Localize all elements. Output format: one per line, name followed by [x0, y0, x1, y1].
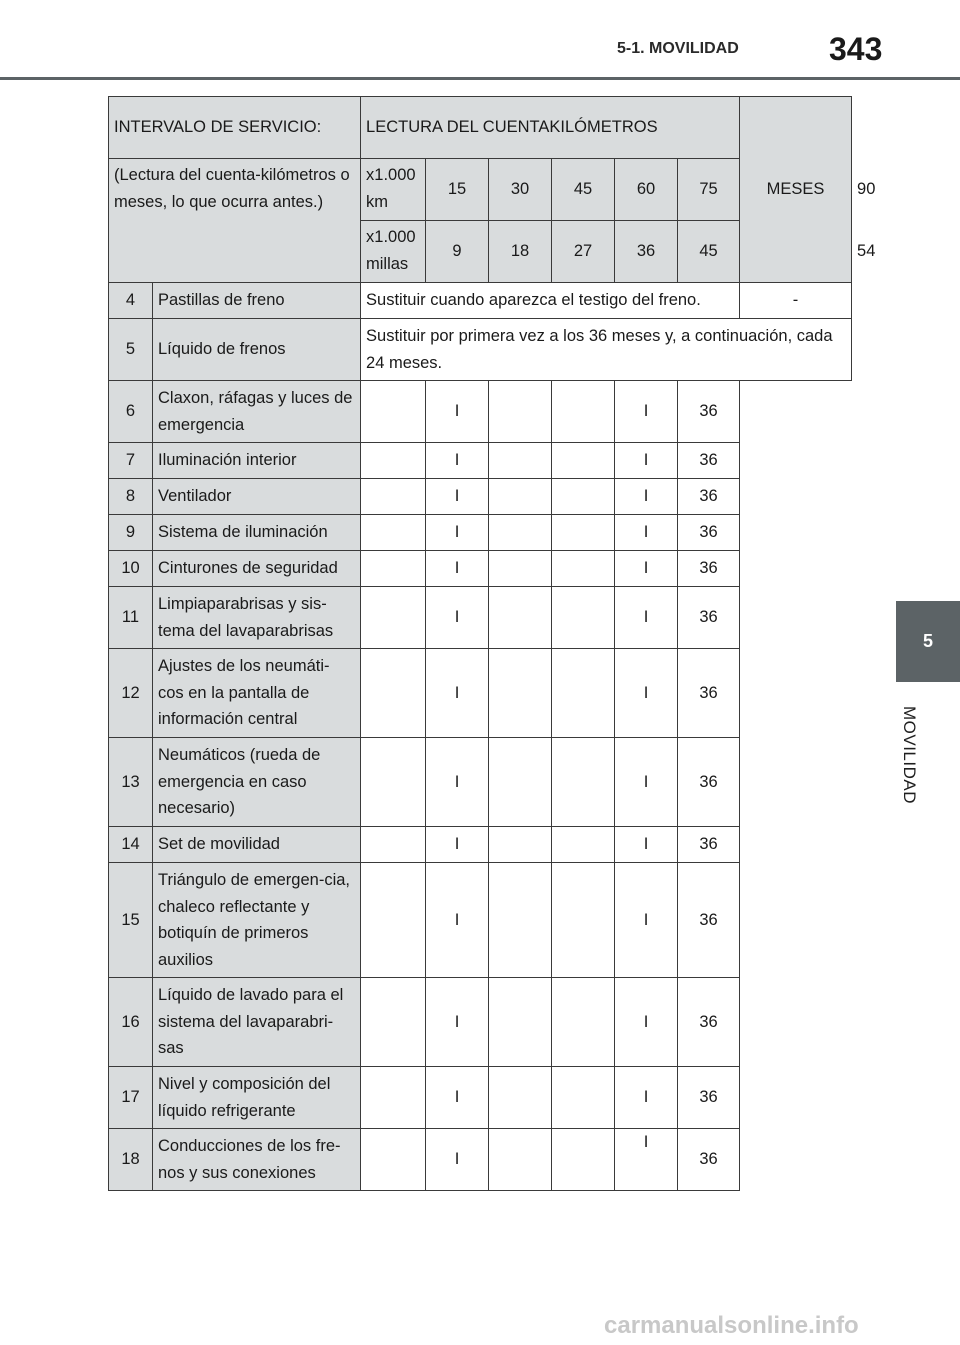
table-row — [109, 1129, 852, 1191]
row-check: I — [615, 827, 678, 863]
row-check: I — [615, 649, 678, 738]
row-check — [489, 649, 552, 738]
row-check: I — [615, 1067, 678, 1129]
table-row — [109, 443, 852, 479]
row-check — [361, 381, 426, 443]
row-check: I — [426, 515, 489, 551]
row-number: 7 — [109, 443, 153, 479]
row-months: 36 — [678, 587, 740, 649]
months-label: MESES — [740, 97, 852, 283]
table-row — [109, 738, 852, 827]
row-check: I — [426, 1067, 489, 1129]
row-number: 5 — [109, 319, 153, 381]
row-check — [361, 738, 426, 827]
table-row — [109, 551, 852, 587]
row-number: 14 — [109, 827, 153, 863]
mi-unit: x1.000 millas — [361, 221, 426, 283]
row-check — [552, 863, 615, 978]
reading-note: (Lectura del cuenta-kilómetros o meses, lo que ocurra antes.) — [109, 159, 361, 283]
row-months: 36 — [678, 1067, 740, 1129]
row-months: 36 — [678, 1129, 740, 1191]
row-check: I — [615, 443, 678, 479]
row-number: 12 — [109, 649, 153, 738]
row-check — [489, 443, 552, 479]
row-item: Iluminación interior — [153, 443, 361, 479]
row-number: 8 — [109, 479, 153, 515]
table-row — [109, 319, 852, 381]
table-row — [109, 381, 852, 443]
row-check: I — [426, 1129, 489, 1191]
table-row — [109, 283, 852, 319]
section-title: 5-1. MOVILIDAD — [617, 40, 739, 57]
mi-value: 9 — [426, 221, 489, 283]
km-value: 15 — [426, 159, 489, 221]
row-item: Conducciones de los fre-nos y sus conexiones — [153, 1129, 361, 1191]
km-value: 45 — [552, 159, 615, 221]
row-check — [489, 863, 552, 978]
row-check — [552, 515, 615, 551]
row-check — [361, 863, 426, 978]
table-row — [109, 649, 852, 738]
row-check — [552, 587, 615, 649]
row-check — [552, 551, 615, 587]
table-row — [109, 479, 852, 515]
table-row — [109, 863, 852, 978]
row-number: 11 — [109, 587, 153, 649]
row-check: I — [615, 381, 678, 443]
row-months: 36 — [678, 978, 740, 1067]
row-check — [552, 381, 615, 443]
row-check — [489, 1129, 552, 1191]
row-item: Ventilador — [153, 479, 361, 515]
row-check — [489, 738, 552, 827]
row-months: 36 — [678, 551, 740, 587]
row-item: Líquido de lavado para el sistema del lavaparabri-sas — [153, 978, 361, 1067]
row-check — [361, 827, 426, 863]
chapter-tab[interactable]: 5 — [896, 601, 960, 682]
row-check — [361, 1129, 426, 1191]
row-item: Ajustes de los neumáti-cos en la pantalla de información central — [153, 649, 361, 738]
row-check — [361, 978, 426, 1067]
mi-value: 27 — [552, 221, 615, 283]
row-check — [552, 1067, 615, 1129]
row-months: 36 — [678, 738, 740, 827]
row-check: I — [426, 381, 489, 443]
row-check — [552, 978, 615, 1067]
row-check — [489, 515, 552, 551]
mi-value: 18 — [489, 221, 552, 283]
row-months: - — [740, 283, 852, 319]
row-number: 6 — [109, 381, 153, 443]
row-item: Sistema de iluminación — [153, 515, 361, 551]
row-check — [361, 443, 426, 479]
row-check — [361, 479, 426, 515]
row-number: 10 — [109, 551, 153, 587]
row-item: Nivel y composición del líquido refrigerante — [153, 1067, 361, 1129]
row-check: I — [426, 649, 489, 738]
row-check — [489, 1067, 552, 1129]
row-months: 36 — [678, 863, 740, 978]
km-value: 75 — [678, 159, 740, 221]
row-instruction: Sustituir por primera vez a los 36 meses y, a continuación, cada 24 meses. — [361, 319, 852, 381]
km-value: 60 — [615, 159, 678, 221]
row-instruction: Sustituir cuando aparezca el testigo del freno. — [361, 283, 740, 319]
table-row — [109, 515, 852, 551]
row-months: 36 — [678, 827, 740, 863]
row-check — [361, 1067, 426, 1129]
odometer-label: LECTURA DEL CUENTAKILÓMETROS — [361, 97, 740, 159]
row-check — [489, 978, 552, 1067]
row-number: 16 — [109, 978, 153, 1067]
page-number: 343 — [829, 31, 883, 67]
row-item: Neumáticos (rueda de emergencia en caso necesario) — [153, 738, 361, 827]
row-check — [552, 443, 615, 479]
row-check: I — [426, 827, 489, 863]
row-item: Cinturones de seguridad — [153, 551, 361, 587]
row-check — [489, 479, 552, 515]
row-months: 36 — [678, 443, 740, 479]
row-check: I — [615, 1129, 678, 1191]
row-check: I — [426, 479, 489, 515]
row-check: I — [426, 587, 489, 649]
table-row — [109, 587, 852, 649]
row-check: I — [615, 551, 678, 587]
mi-value: 36 — [615, 221, 678, 283]
row-number: 13 — [109, 738, 153, 827]
table-row — [109, 827, 852, 863]
row-check — [552, 649, 615, 738]
row-number: 15 — [109, 863, 153, 978]
interval-label: INTERVALO DE SERVICIO: — [109, 97, 361, 159]
row-months: 36 — [678, 479, 740, 515]
row-item: Set de movilidad — [153, 827, 361, 863]
row-number: 18 — [109, 1129, 153, 1191]
row-number: 17 — [109, 1067, 153, 1129]
row-check: I — [615, 978, 678, 1067]
row-check — [552, 1129, 615, 1191]
row-check — [361, 515, 426, 551]
row-check — [489, 827, 552, 863]
row-item: Triángulo de emergen-cia, chaleco reflectante y botiquín de primeros auxilios — [153, 863, 361, 978]
maintenance-table: INTERVALO DE SERVICIO: LECTURA DEL CUENTAKILÓMETROS MESES (Lectura del cuenta-kilómetros o meses, lo que ocurra antes.) x1.000 km 15 30 45 60 75 90 x1.000 millas 9 18 27 36 45 54 4 Pastillas de freno Sustituir cuando aparezca el testigo del freno. - 5 Líquido de frenos Sustituir por primera vez a los 36 meses y, a continuación, cada 24 meses. 6 Claxon, ráfagas y luces de emergencia I I 36 7 Iluminación interior I I 36 8 Ventilador I I 36 9 Sistema de iluminación I I 36 10 Cinturones de seguridad I I 36 11 Limpiaparabrisas y sis-tema del lavaparabrisas I I 36 12 Ajustes de los neumáti-cos en la pantalla de información central I I 36 13 Neumáticos (rueda de emergencia en caso necesario) I I 36 14 Set de movilidad I I 36 15 Triángulo de emergen-cia, chaleco reflectante y botiquín de primeros auxilios I I 36 16 Líquido de lavado para el sistema del lavaparabri-sas I I 36 17 Nivel y composición del líquido refrigerante I I 36 18 Conducciones de los fre-nos y sus conexiones I I 36 — [108, 96, 852, 1191]
row-check — [489, 551, 552, 587]
table-row — [109, 1067, 852, 1129]
row-check: I — [615, 515, 678, 551]
row-check — [361, 649, 426, 738]
row-check: I — [615, 479, 678, 515]
table-row — [109, 978, 852, 1067]
row-check — [361, 587, 426, 649]
row-item: Pastillas de freno — [153, 283, 361, 319]
header-rule — [0, 77, 960, 80]
mi-value: 45 — [678, 221, 740, 283]
row-check: I — [426, 863, 489, 978]
row-check: I — [615, 587, 678, 649]
row-months: 36 — [678, 381, 740, 443]
chapter-label: MOVILIDAD — [900, 705, 919, 805]
row-check — [489, 587, 552, 649]
row-check — [552, 738, 615, 827]
row-item: Claxon, ráfagas y luces de emergencia — [153, 381, 361, 443]
row-check: I — [615, 863, 678, 978]
watermark: carmanualsonline.info — [604, 1312, 859, 1339]
row-check — [361, 551, 426, 587]
row-check: I — [426, 443, 489, 479]
row-check: I — [426, 978, 489, 1067]
row-number: 9 — [109, 515, 153, 551]
row-check: I — [426, 738, 489, 827]
km-unit: x1.000 km — [361, 159, 426, 221]
row-check — [552, 827, 615, 863]
row-check: I — [615, 738, 678, 827]
row-number: 4 — [109, 283, 153, 319]
km-value: 30 — [489, 159, 552, 221]
row-months: 36 — [678, 649, 740, 738]
row-check — [552, 479, 615, 515]
row-check: I — [426, 551, 489, 587]
row-item: Líquido de frenos — [153, 319, 361, 381]
row-item: Limpiaparabrisas y sis-tema del lavaparabrisas — [153, 587, 361, 649]
row-months: 36 — [678, 515, 740, 551]
row-check — [489, 381, 552, 443]
